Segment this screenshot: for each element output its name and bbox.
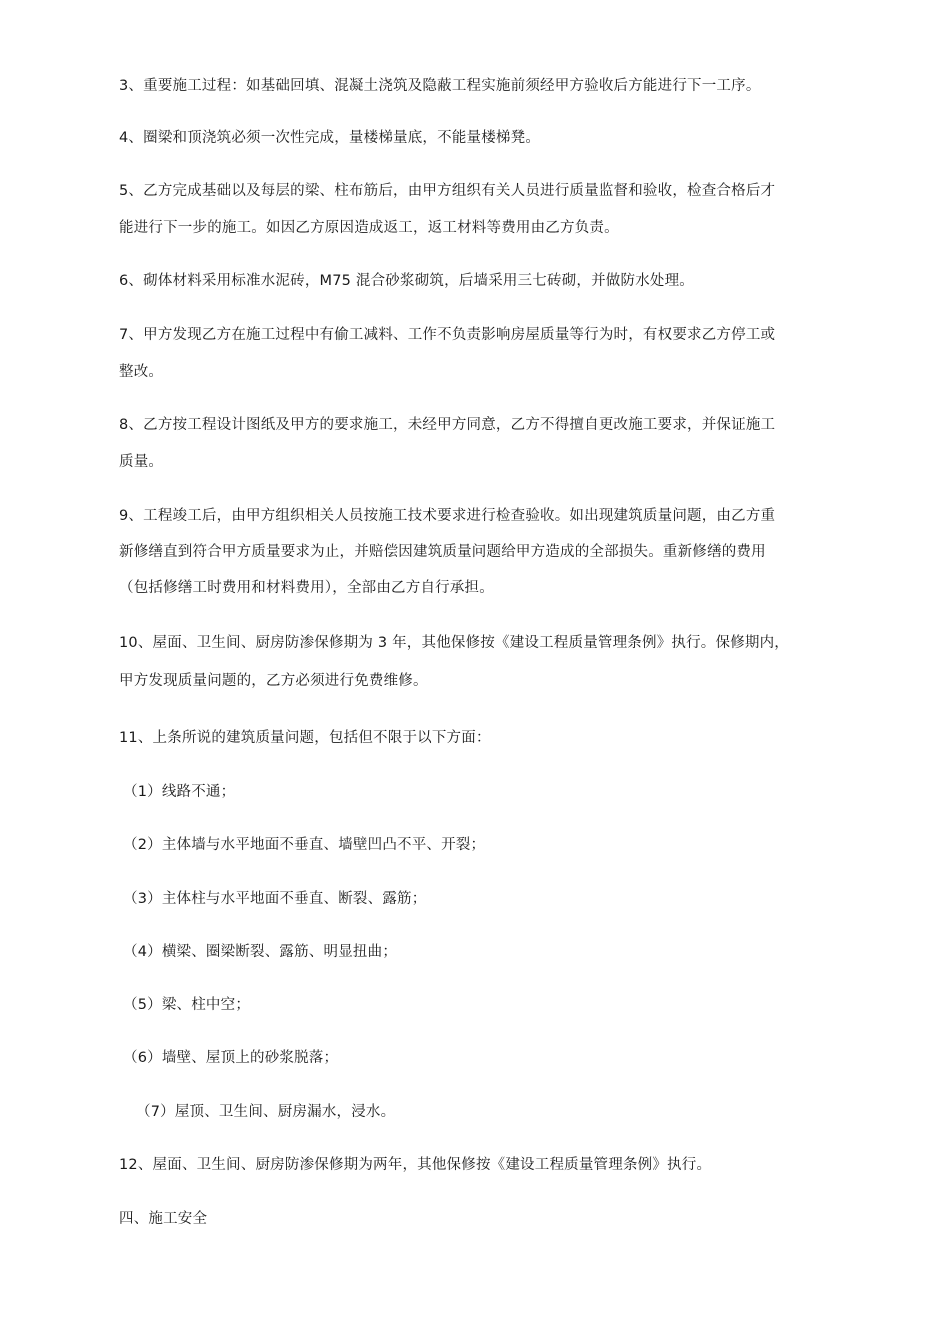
- clause-8-line-2: 质量。: [119, 454, 164, 470]
- clause-8-line-1: 8、乙方按工程设计图纸及甲方的要求施工，未经甲方同意，乙方不得擅自更改施工要求，并保证施工: [119, 417, 776, 433]
- clause-7-line-2: 整改。: [119, 364, 164, 380]
- clause-12: 12、屋面、卫生间、厨房防渗保修期为两年，其他保修按《建设工程质量管理条例》执行。: [119, 1157, 712, 1173]
- clause-5-line-1: 5、乙方完成基础以及每层的梁、柱布筋后，由甲方组织有关人员进行质量监督和验收，检查合格后才: [119, 183, 776, 199]
- clause-6: 6、砌体材料采用标准水泥砖，M75 混合砂浆砌筑，后墙采用三七砖砌，并做防水处理。: [119, 273, 694, 289]
- clause-9-line-1: 9、工程竣工后，由甲方组织相关人员按施工技术要求进行检查验收。如出现建筑质量问题，由乙方重: [119, 508, 776, 524]
- sub-item-5: （5）梁、柱中空；: [123, 997, 251, 1013]
- sub-item-3: （3）主体柱与水平地面不垂直、断裂、露筋；: [123, 891, 427, 907]
- clause-9-line-3: （包括修缮工时费用和材料费用），全部由乙方自行承担。: [119, 580, 494, 596]
- section-heading-4: 四、施工安全: [119, 1211, 208, 1227]
- sub-item-6: （6）墙壁、屋顶上的砂浆脱落；: [123, 1050, 339, 1066]
- sub-item-7: （7）屋顶、卫生间、厨房漏水，浸水。: [136, 1104, 396, 1120]
- sub-item-1: （1）线路不通；: [123, 784, 236, 800]
- clause-4: 4、圈梁和顶浇筑必须一次性完成，量楼梯量底，不能量楼梯凳。: [119, 130, 541, 146]
- clause-9-line-2: 新修缮直到符合甲方质量要求为止，并赔偿因建筑质量问题给甲方造成的全部损失。重新修缮的费用: [119, 544, 766, 560]
- sub-item-2: （2）主体墙与水平地面不垂直、墙壁凹凸不平、开裂；: [123, 837, 486, 853]
- clause-11: 11、上条所说的建筑质量问题，包括但不限于以下方面：: [119, 730, 491, 746]
- clause-10-line-1: 10、屋面、卫生间、厨房防渗保修期为 3 年，其他保修按《建设工程质量管理条例》执行。保修期内，: [119, 635, 789, 651]
- sub-item-4: （4）横梁、圈梁断裂、露筋、明显扭曲；: [123, 944, 398, 960]
- clause-7-line-1: 7、甲方发现乙方在施工过程中有偷工减料、工作不负责影响房屋质量等行为时，有权要求乙方停工或: [119, 327, 776, 343]
- clause-5-line-2: 能进行下一步的施工。如因乙方原因造成返工，返工材料等费用由乙方负责。: [119, 220, 619, 236]
- clause-3: 3、重要施工过程：如基础回填、混凝土浇筑及隐蔽工程实施前须经甲方验收后方能进行下一工序。: [119, 78, 761, 94]
- clause-10-line-2: 甲方发现质量问题的，乙方必须进行免费维修。: [119, 673, 428, 689]
